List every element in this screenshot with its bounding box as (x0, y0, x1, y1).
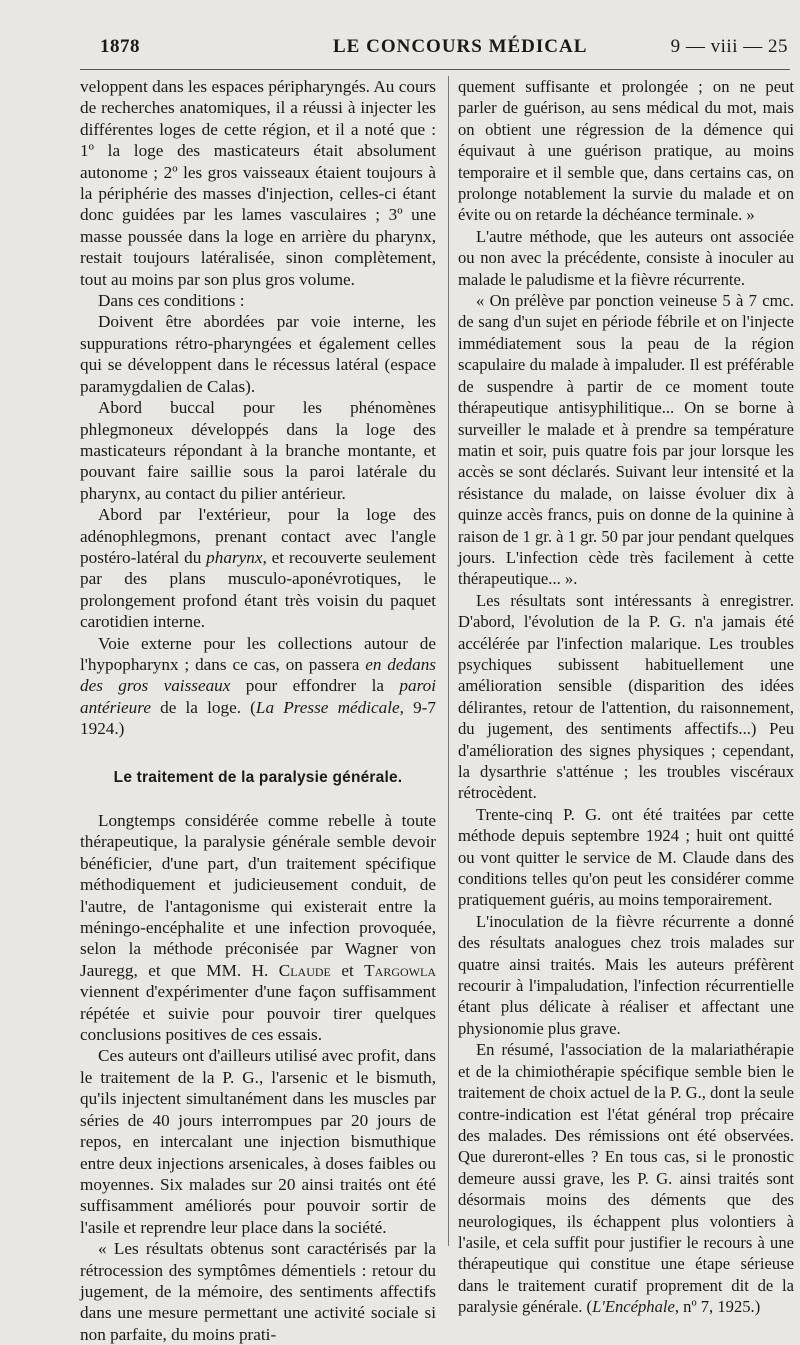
text-run: Abord par l'extérieur, pour la loge des adénophlegmons, prenant contact avec l'angle postéro-latéral du (80, 505, 436, 567)
author-name: Claude (278, 960, 331, 980)
section-heading: Le traitement de la paralysie générale. (113, 768, 403, 786)
journal-title: LE CONCOURS MÉDICAL (333, 36, 588, 57)
left-column (80, 76, 436, 1345)
text-run: Voie externe pour les collections autour de l'hypopharynx ; dans ce cas, on passera (80, 633, 436, 674)
paragraph: Les résultats sont intéressants à enregistrer. D'abord, l'évolution de la P. G. n'a jamais été accélérée par l'infection malarique. Les troubles psychiques subissent habituellement une amélioration sensible (disparition des idées délirantes, retour de l'attention, du raisonnement, du jugement, des sentiments affectifs...) Peu d'amélioration des signes physiques ; cependant, la dysarthrie s'atténue ; les troubles viscéraux rétrocèdent. (458, 590, 794, 803)
paragraph: Ces auteurs ont d'ailleurs utilisé avec profit, dans le traitement de la P. G., l'arsenic et le bismuth, qu'ils injectent simultanément dans les muscles par séries de 40 jours interrompues par 20 jours de repos, en intercalant une injection bismuthique entre deux injections arsenicales, à doses faibles ou moyennes. Six malades sur 20 ainsi traités ont été suffisamment améliorés pour pouvoir sortir de l'asile et reprendre leur place dans la société. (80, 1046, 436, 1237)
paragraph: Dans ces conditions : (98, 291, 245, 311)
paragraph (80, 504, 436, 632)
citation-source: La Presse médicale (255, 697, 400, 717)
paragraph: quement suffisante et prolongée ; on ne peut parler de guérison, au sens médical du mot, mais on obtient une régression de la démence qui équivaut à une guérison pratique, au moins temporaire et il semble que, dans certains cas, on prolonge notablement la survie du malade et on évite ou on retarde la déchéance terminale. » (458, 77, 794, 225)
paragraph: L'inoculation de la fièvre récurrente a donné des résultats analogues chez trois malades sur quatre ainsi traités. Mais les auteurs préfèrent recourir à l'impaludation, l'infection récurrentielle étant plus délicate à réaliser et affectant une physionomie plus grave. (458, 911, 794, 1038)
paragraph: L'autre méthode, que les auteurs ont associée ou non avec la précédente, consiste à inoculer au malade le paludisme et la fièvre récurrente. (458, 226, 794, 289)
paragraph: Trente-cinq P. G. ont été traitées par cette méthode depuis septembre 1924 ; huit ont quitté ou vont quitter le service de M. Claude dans des conditions telles qu'on peut les considérer comme pratiquement guéris, au moins temporairement. (458, 804, 794, 910)
text-run: pour effondrer la (230, 676, 400, 696)
paragraph (80, 633, 436, 740)
column-divider (448, 76, 449, 1246)
text-run-italic: pharynx (206, 547, 263, 567)
right-column (458, 76, 794, 1318)
text-run: En résumé, l'association de la malariathérapie et de la chimiothérapie spécifique semble bien le traitement de choix actuel de la P. G., dont la seule contre-indication est l'état général trop précaire des malades. Des rémissions ont été observées. Que dureront-elles ? En tous cas, si le pronostic demeure aussi grave, les P. G. ainsi traités sont désormais moins des déments que des neurologiques, ils échappent plus volontiers à l'asile, et cela suffit pour justifier le recours à une thérapeutique qui constitue une étape sérieuse dans le traitement curatif proprement dit de la paralysie générale. ( (458, 1040, 794, 1317)
text-run-italic: en dedans des gros vaisseaux (80, 654, 436, 696)
text-run-italic: paroi antérieure (80, 676, 436, 717)
issue-date: 9 — viii — 25 (670, 36, 788, 57)
paragraph (80, 810, 436, 1045)
text-run: viennent d'expérimenter d'une façon suffisamment répétée et suivie pour pouvoir tirer quelques conclusions positives de ces essais. (80, 982, 436, 1045)
header-rule (80, 69, 790, 70)
text-run: Longtemps considérée comme rebelle à toute thérapeutique, la paralysie générale semble devoir bénéficier, d'une part, d'un traitement spécifique méthodiquement et judicieusement conduit, de l'autre, de l'antagonisme qui existerait entre la méningo-encéphalite et une infection provoquée, selon la méthode préconisée par Wagner von Jauregg, et que MM. H. (80, 811, 436, 980)
paragraph: Doivent être abordées par voie interne, les suppurations rétro-pharyngées et également celles qui se développent dans le récessus latéral (espace paramygdalien de Calas). (80, 312, 436, 396)
text-run: et (330, 960, 365, 980)
text-run: de la loge. ( (150, 697, 256, 717)
page-number: 1878 (100, 36, 140, 57)
text-run: , 9-7 1924.) (80, 697, 436, 739)
text-run: , et recouverte seulement par des plans musculo-aponévrotiques, le prolongement profond étant très voisin du paquet carotidien interne. (80, 547, 436, 632)
running-header (100, 32, 788, 62)
paragraph: Abord buccal pour les phénomènes phlegmoneux développés dans la loge des masticateurs répondant à la branche montante, et pouvant faire saillie sous la paroi latérale du pharynx, au contact du pilier antérieur. (80, 398, 436, 503)
author-name: Targowla (364, 960, 436, 980)
citation-source: L'Encéphale (592, 1297, 675, 1317)
paragraph: « On prélève par ponction veineuse 5 à 7 cmc. de sang d'un sujet en période fébrile et on l'injecte immédiatement sous la peau de la région scapulaire du malade à impaluder. Il est préférable de suspendre à partir de ce moment toute thérapeutique antisyphilitique... On se borne à surveiller le malade et à prendre sa température matin et soir, puis quatre fois par jour lorsque les accès se sont déclarés. Suivant leur intensité et la résistance du malade, on laisse évoluer dix à quinze accès francs, puis on donne de la quinine à raison de 1 gr. à 1 gr. 50 par jour pendant quelques jours. L'infection cède très facilement à cette thérapeutique... ». (458, 291, 794, 589)
text-run: , nº 7, 1925.) (674, 1297, 761, 1317)
paragraph (458, 1039, 794, 1317)
paragraph: « Les résultats obtenus sont caractérisés par la rétrocession des symptômes démentiels : retour du jugement, de la mémoire, des sentiments affectifs dans une mesure permettant une activité sociale si non parfaite, du moins prati- (80, 1239, 436, 1344)
paragraph: veloppent dans les espaces péripharyngés. Au cours de recherches anatomiques, il a réussi à injecter les différentes loges de cette région, et il a noté que : 1º la loge des masticateurs était absolument autonome ; 2º les gros vaisseaux étaient toujours à la périphérie des masses d'injection, celles-ci étant donc guidées par les lames vasculaires ; 3º une masse poussée dans la loge en arrière du pharynx, restait toujours latéralisée, sinon complètement, tout au moins par son plus gros volume. (80, 77, 436, 289)
